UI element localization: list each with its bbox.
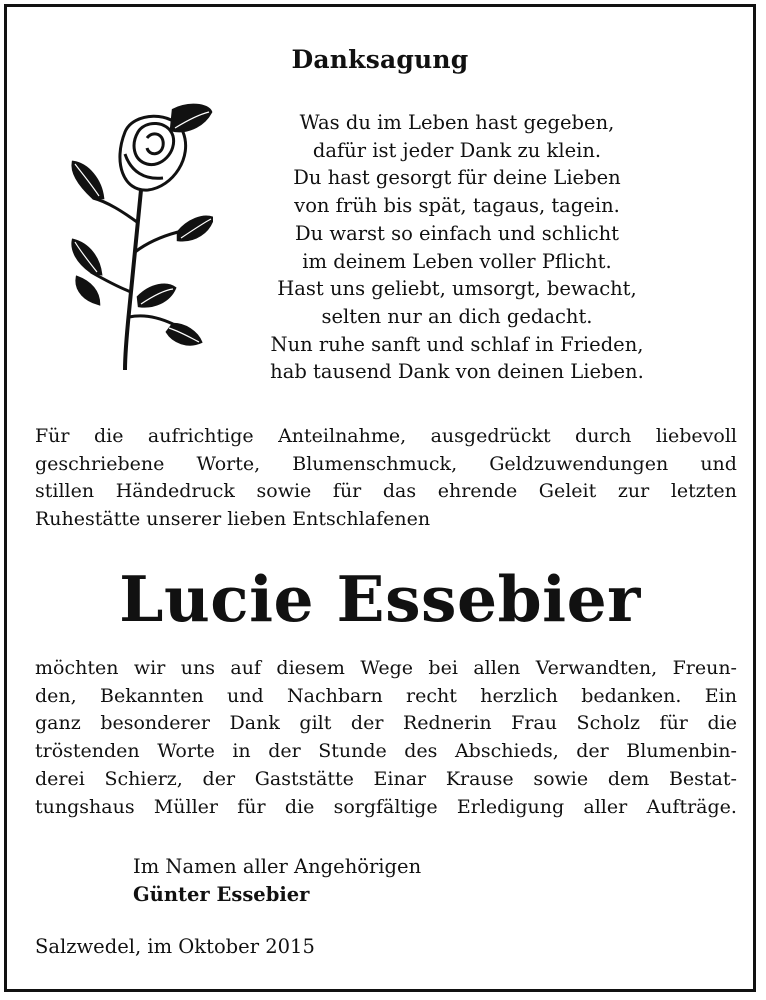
deceased-name: Lucie Essebier <box>119 562 641 636</box>
poem-line: Du warst so einfach und schlicht <box>295 221 619 245</box>
poem-line: dafür ist jeder Dank zu klein. <box>312 138 602 162</box>
poem-line: im deinem Leben voller Pflicht. <box>302 249 612 273</box>
poem-line: Was du im Leben hast gegeben, <box>299 111 615 134</box>
thanks-line: tröstenden Worte in der Stunde des Abschieds, der Blumenbin- <box>35 740 737 763</box>
thanks-line: derei Schierz, der Gaststätte Einar Krause sowie dem Bestat- <box>35 767 737 790</box>
poem-line: selten nur an dich gedacht. <box>321 304 593 328</box>
place-date: Salzwedel, im Oktober 2015 <box>35 935 315 958</box>
signature-block <box>133 853 421 909</box>
intro-paragraph <box>35 423 737 534</box>
poem <box>227 109 687 386</box>
rose-icon <box>63 102 213 372</box>
intro-line: Ruhestätte unserer lieben Entschlafenen <box>35 508 431 531</box>
obituary-card <box>4 4 756 992</box>
intro-line: Für die aufrichtige Anteilnahme, ausgedrückt durch liebevoll <box>35 425 737 447</box>
intro-line: geschriebene Worte, Blumenschmuck, Geldzuwendungen und <box>35 452 737 475</box>
signer-name: Günter Essebier <box>133 883 310 906</box>
poem-line: Du hast gesorgt für deine Lieben <box>293 166 621 190</box>
thanks-line: möchten wir uns auf diesem Wege bei allen Verwandten, Freun- <box>35 657 737 679</box>
on-behalf-text: Im Namen aller Angehörigen <box>133 855 422 878</box>
intro-line: stillen Händedruck sowie für das ehrende Geleit zur letzten <box>35 480 737 503</box>
poem-line: Nun ruhe sanft und schlaf in Frieden, <box>270 332 644 356</box>
thanks-paragraph <box>35 655 737 821</box>
poem-line: von früh bis spät, tagaus, tagein. <box>294 194 620 218</box>
heading-danksagung: Danksagung <box>291 45 469 74</box>
poem-line: hab tausend Dank von deinen Lieben. <box>270 360 644 384</box>
thanks-line: ganz besonderer Dank gilt der Rednerin Frau Scholz für die <box>35 712 737 735</box>
thanks-line: den, Bekannten und Nachbarn recht herzlich bedanken. Ein <box>35 684 737 707</box>
poem-line: Hast uns geliebt, umsorgt, bewacht, <box>277 277 637 301</box>
thanks-line: tungshaus Müller für die sorgfältige Erledigung aller Aufträge. <box>35 795 737 818</box>
